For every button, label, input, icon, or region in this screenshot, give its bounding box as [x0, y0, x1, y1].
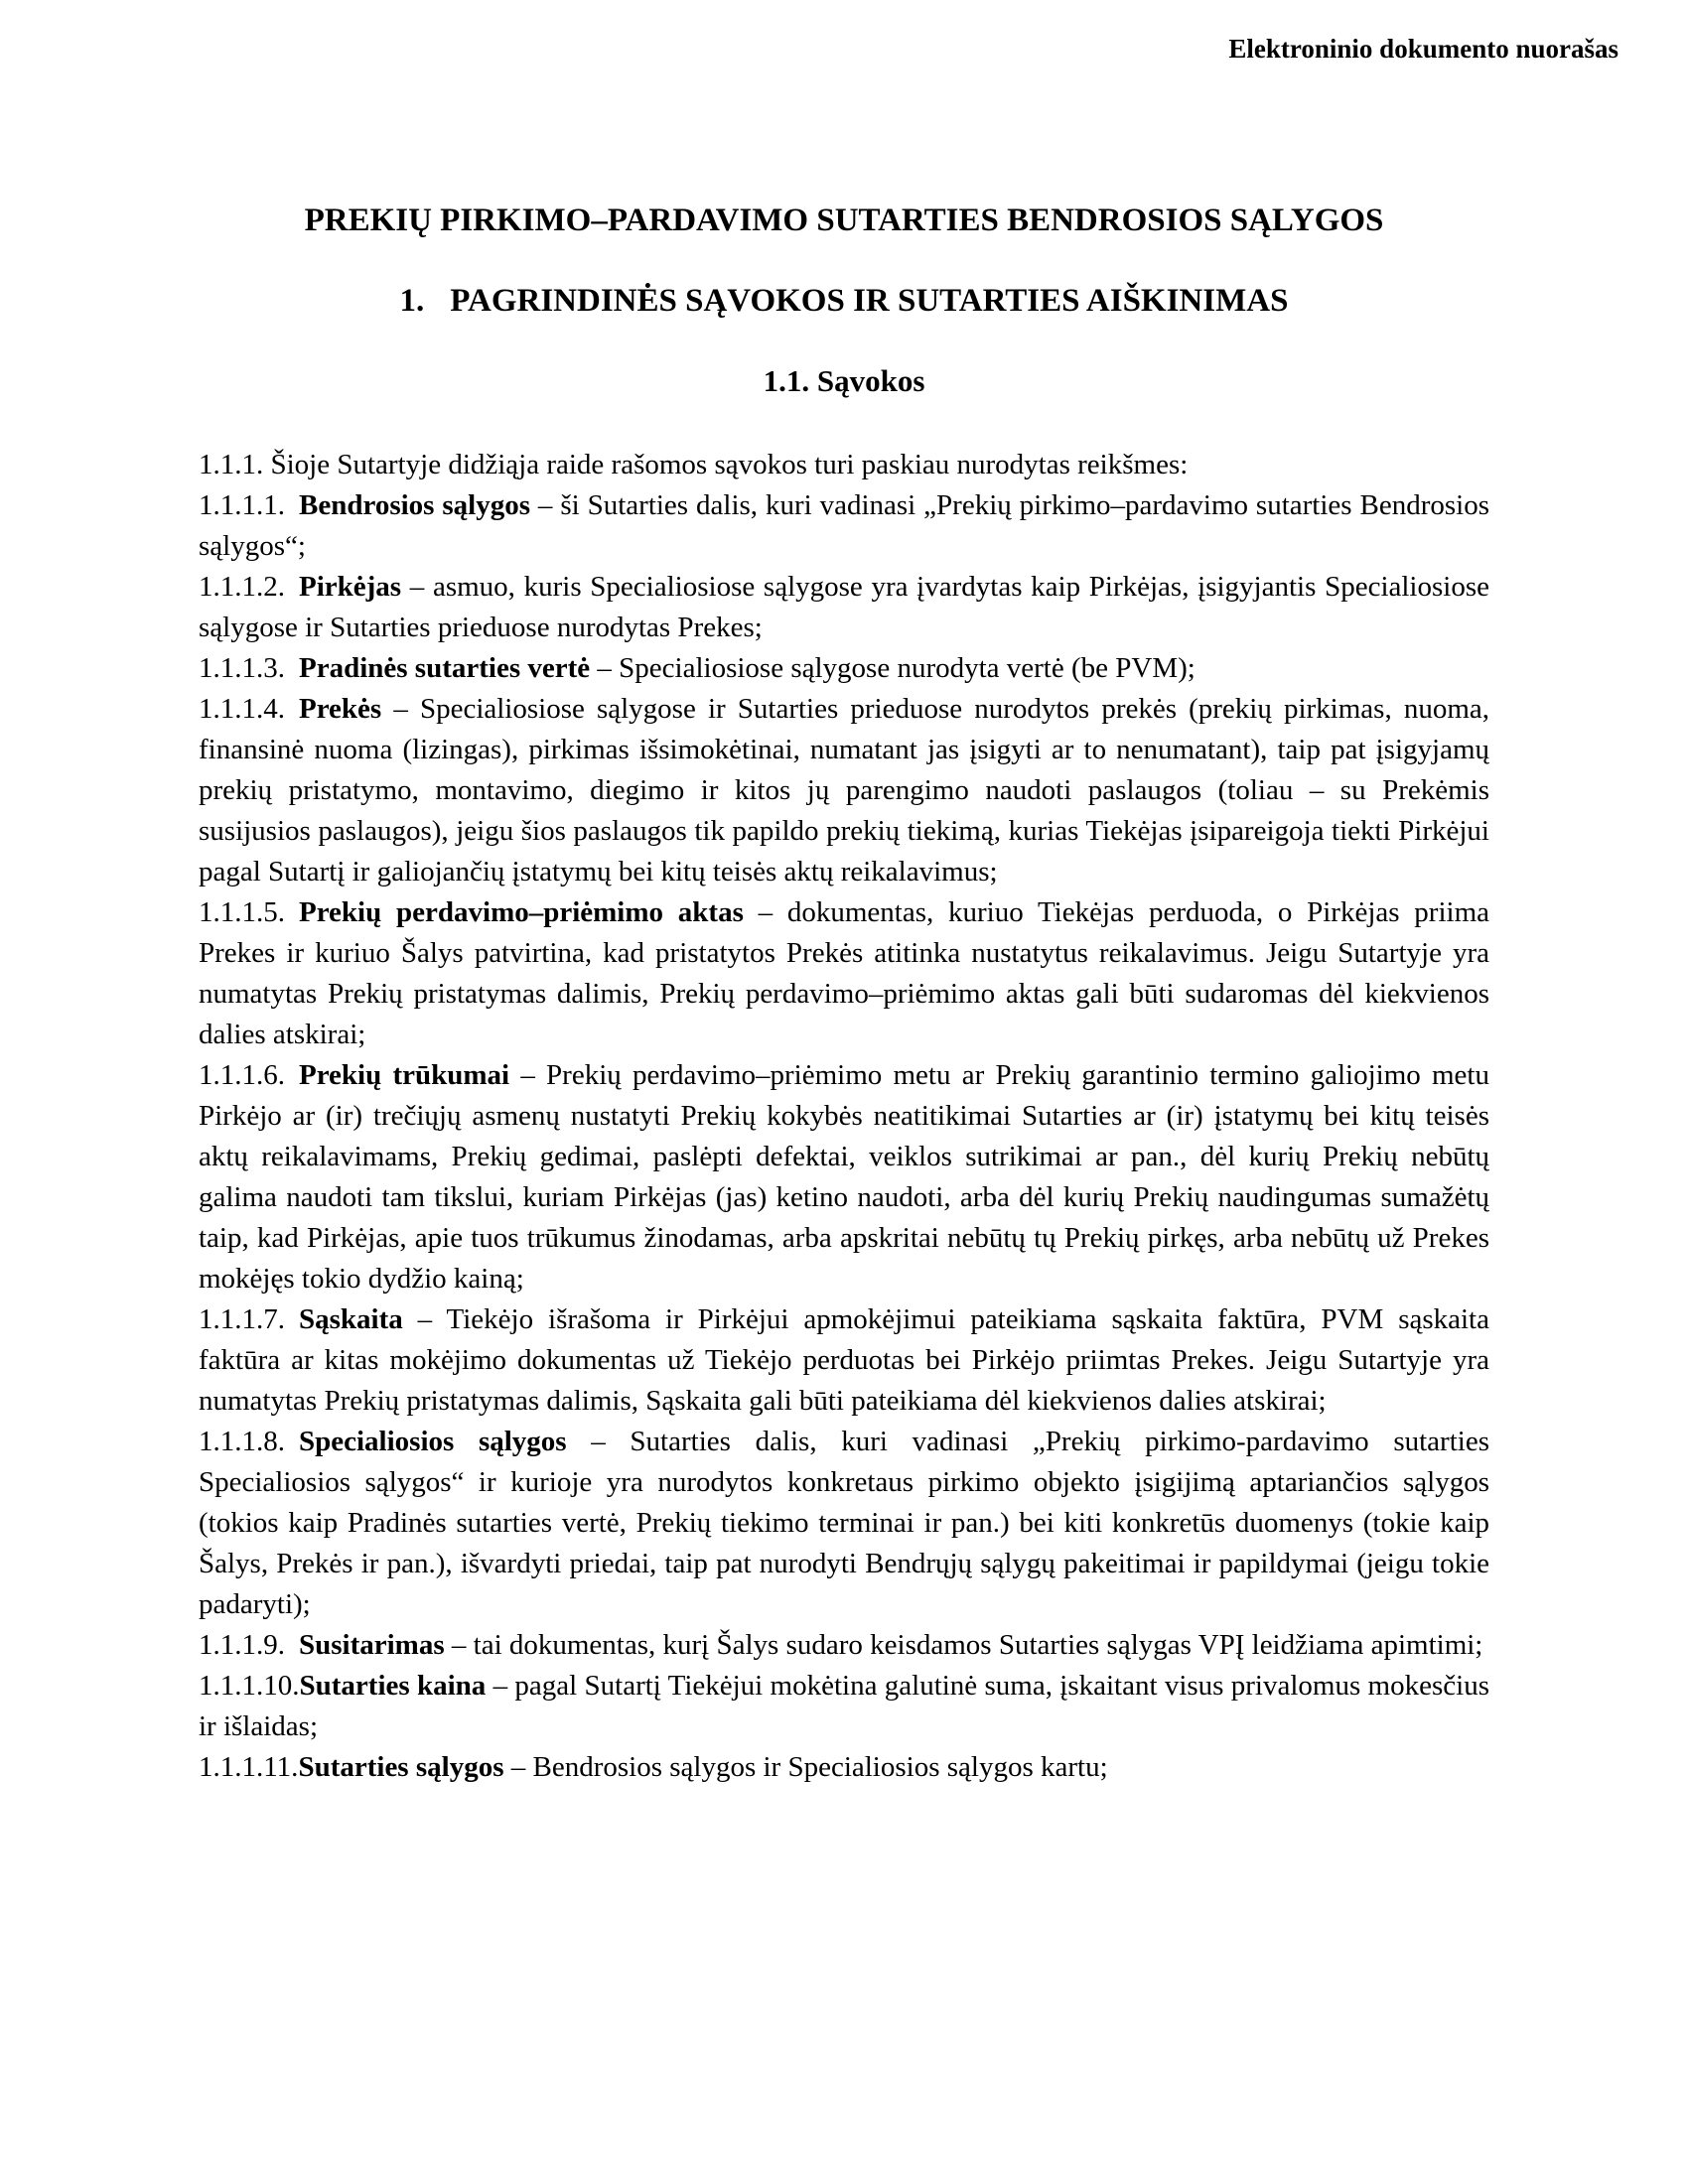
clause-term: Prekės [299, 693, 382, 725]
clause-1-1-1-5 [199, 892, 1489, 1055]
section-number: 1. [399, 283, 425, 319]
clause-number: 1.1.1.1. [199, 489, 285, 521]
clause-term: Sutarties kaina [299, 1670, 487, 1702]
clauses-body [199, 445, 1489, 1788]
section-heading [199, 281, 1489, 322]
clause-number: 1.1.1.5. [199, 896, 285, 928]
clause-number: 1.1.1.8. [199, 1426, 285, 1457]
clause-term: Specialiosios sąlygos [299, 1426, 567, 1457]
clause-text: – ši Sutarties dalis, kuri vadinasi „Prekių pirkimo–pardavimo sutarties Bendrosios sąlygos“; [199, 489, 1489, 562]
clause-text: – pagal Sutartį Tiekėjui mokėtina galutinė suma, įskaitant visus privalomus mokesčius ir išlaidas; [199, 1670, 1489, 1742]
clause-text: – dokumentas, kuriuo Tiekėjas perduoda, o Pirkėjas priima Prekes ir kuriuo Šalys patvirtina, kad pristatytos Prekės atitinka nustatytus reikalavimus. Jeigu Sutartyje yra numatytas Prekių pristatymas dalimis, Prekių perdavimo–priėmimo aktas gali būti sudaromas dėl kiekvienos dalies atskirai; [199, 896, 1489, 1050]
clause-1-1-1-11 [199, 1747, 1489, 1788]
clause-1-1-1-4 [199, 689, 1489, 892]
clause-term: Prekių perdavimo–priėmimo aktas [299, 896, 744, 928]
clause-term: Pradinės sutarties vertė [299, 652, 591, 684]
clause-term: Bendrosios sąlygos [299, 489, 530, 521]
clause-text: – Sutarties dalis, kuri vadinasi „Prekių pirkimo-pardavimo sutarties Specialiosios sąlygos“ ir kurioje yra nurodytos konkretaus pirkimo objekto įsigijimą aptariančios sąlygos (tokios kaip Pradinės sutarties vertė, Prekių tiekimo terminai ir pan.) bei kiti konkretūs duomenys (tokie kaip Šalys, Prekės ir pan.), išvardyti priedai, taip pat nurodyti Bendrųjų sąlygų pakeitimai ir papildymai (jeigu tokie padaryti); [199, 1426, 1489, 1620]
clause-1-1-1-7 [199, 1299, 1489, 1422]
clause-term: Sąskaita [299, 1303, 403, 1335]
clause-1-1-1-6 [199, 1055, 1489, 1299]
clause-intro [199, 445, 1489, 485]
clause-term: Pirkėjas [299, 571, 402, 603]
clause-text: – tai dokumentas, kurį Šalys sudaro keisdamos Sutarties sąlygas VPĮ leidžiama apimtimi; [444, 1629, 1483, 1661]
clause-1-1-1-3 [199, 648, 1489, 689]
document-title: PREKIŲ PIRKIMO–PARDAVIMO SUTARTIES BENDROSIOS SĄLYGOS [304, 203, 1384, 238]
section-title: PAGRINDINĖS SĄVOKOS IR SUTARTIES AIŠKINIMAS [450, 283, 1289, 319]
clause-term: Sutarties sąlygos [298, 1751, 504, 1783]
clause-number: 1.1.1.10. [199, 1670, 300, 1702]
clause-text: – Specialiosiose sąlygose nurodyta vertė (be PVM); [590, 652, 1196, 684]
clause-number: 1.1.1.3. [199, 652, 285, 684]
clause-text: – Bendrosios sąlygos ir Specialiosios sąlygos kartu; [503, 1751, 1108, 1783]
subsection-heading: 1.1. Sąvokos [763, 363, 925, 398]
clause-term: Susitarimas [299, 1629, 445, 1661]
clause-term: Prekių trūkumai [299, 1059, 510, 1091]
clause-text: – Tiekėjo išrašoma ir Pirkėjui apmokėjimui pateikiama sąskaita faktūra, PVM sąskaita faktūra ar kitas mokėjimo dokumentas už Tiekėjo perduotas bei Pirkėjo priimtas Prekes. Jeigu Sutartyje yra numatytas Prekių pristatymas dalimis, Sąskaita gali būti pateikiama dėl kiekvienos dalies atskirai; [199, 1303, 1489, 1417]
header-note: Elektroninio dokumento nuorašas [1228, 34, 1618, 64]
clause-text: – Specialiosiose sąlygose ir Sutarties prieduose nurodytos prekės (prekių pirkimas, nuoma, finansinė nuoma (lizingas), pirkimas išsimokėtinai, numatant jas įsigyti ar to nenumatant), taip pat įsigyjamų prekių pristatymo, montavimo, diegimo ir kitos jų parengimo naudoti paslaugos (toliau – su Prekėmis susijusios paslaugos), jeigu šios paslaugos tik papildo prekių tiekimą, kurias Tiekėjas įsipareigoja tiekti Pirkėjui pagal Sutartį ir galiojančių įstatymų bei kitų teisės aktų reikalavimus; [199, 693, 1489, 887]
clause-number: 1.1.1.2. [199, 571, 285, 603]
clause-number: 1.1.1.6. [199, 1059, 285, 1091]
clause-number: 1.1.1.4. [199, 693, 285, 725]
clause-1-1-1-1 [199, 485, 1489, 567]
clause-1-1-1-9 [199, 1625, 1489, 1666]
clause-1-1-1-10 [199, 1666, 1489, 1747]
clause-number: 1.1.1.9. [199, 1629, 285, 1661]
clause-1-1-1-2 [199, 567, 1489, 648]
clause-intro-text: 1.1.1. Šioje Sutartyje didžiąja raide rašomos sąvokos turi paskiau nurodytas reikšmes: [199, 449, 1189, 480]
document-page [199, 0, 1489, 1788]
clause-text: – asmuo, kuris Specialiosiose sąlygose yra įvardytas kaip Pirkėjas, įsigyjantis Specialiosiose sąlygose ir Sutarties prieduose nurodytas Prekes; [199, 571, 1489, 643]
clause-number: 1.1.1.7. [199, 1303, 285, 1335]
clause-number: 1.1.1.11. [199, 1751, 299, 1783]
clause-text: – Prekių perdavimo–priėmimo metu ar Prekių garantinio termino galiojimo metu Pirkėjo ar (ir) trečiųjų asmenų nustatyti Prekių kokybės neatitikimai Sutarties ar (ir) įstatymų bei kitų teisės aktų reikalavimams, Prekių gedimai, paslėpti defektai, veiklos sutrikimai ar pan., dėl kurių Prekių nebūtų galima naudoti tam tikslui, kuriam Pirkėjas (jas) ketino naudoti, arba dėl kurių Prekių naudingumas sumažėtų taip, kad Pirkėjas, apie tuos trūkumus žinodamas, arba apskritai nebūtų tų Prekių pirkęs, arba nebūtų už Prekes mokėjęs tokio dydžio kainą; [199, 1059, 1489, 1295]
clause-1-1-1-8 [199, 1422, 1489, 1625]
